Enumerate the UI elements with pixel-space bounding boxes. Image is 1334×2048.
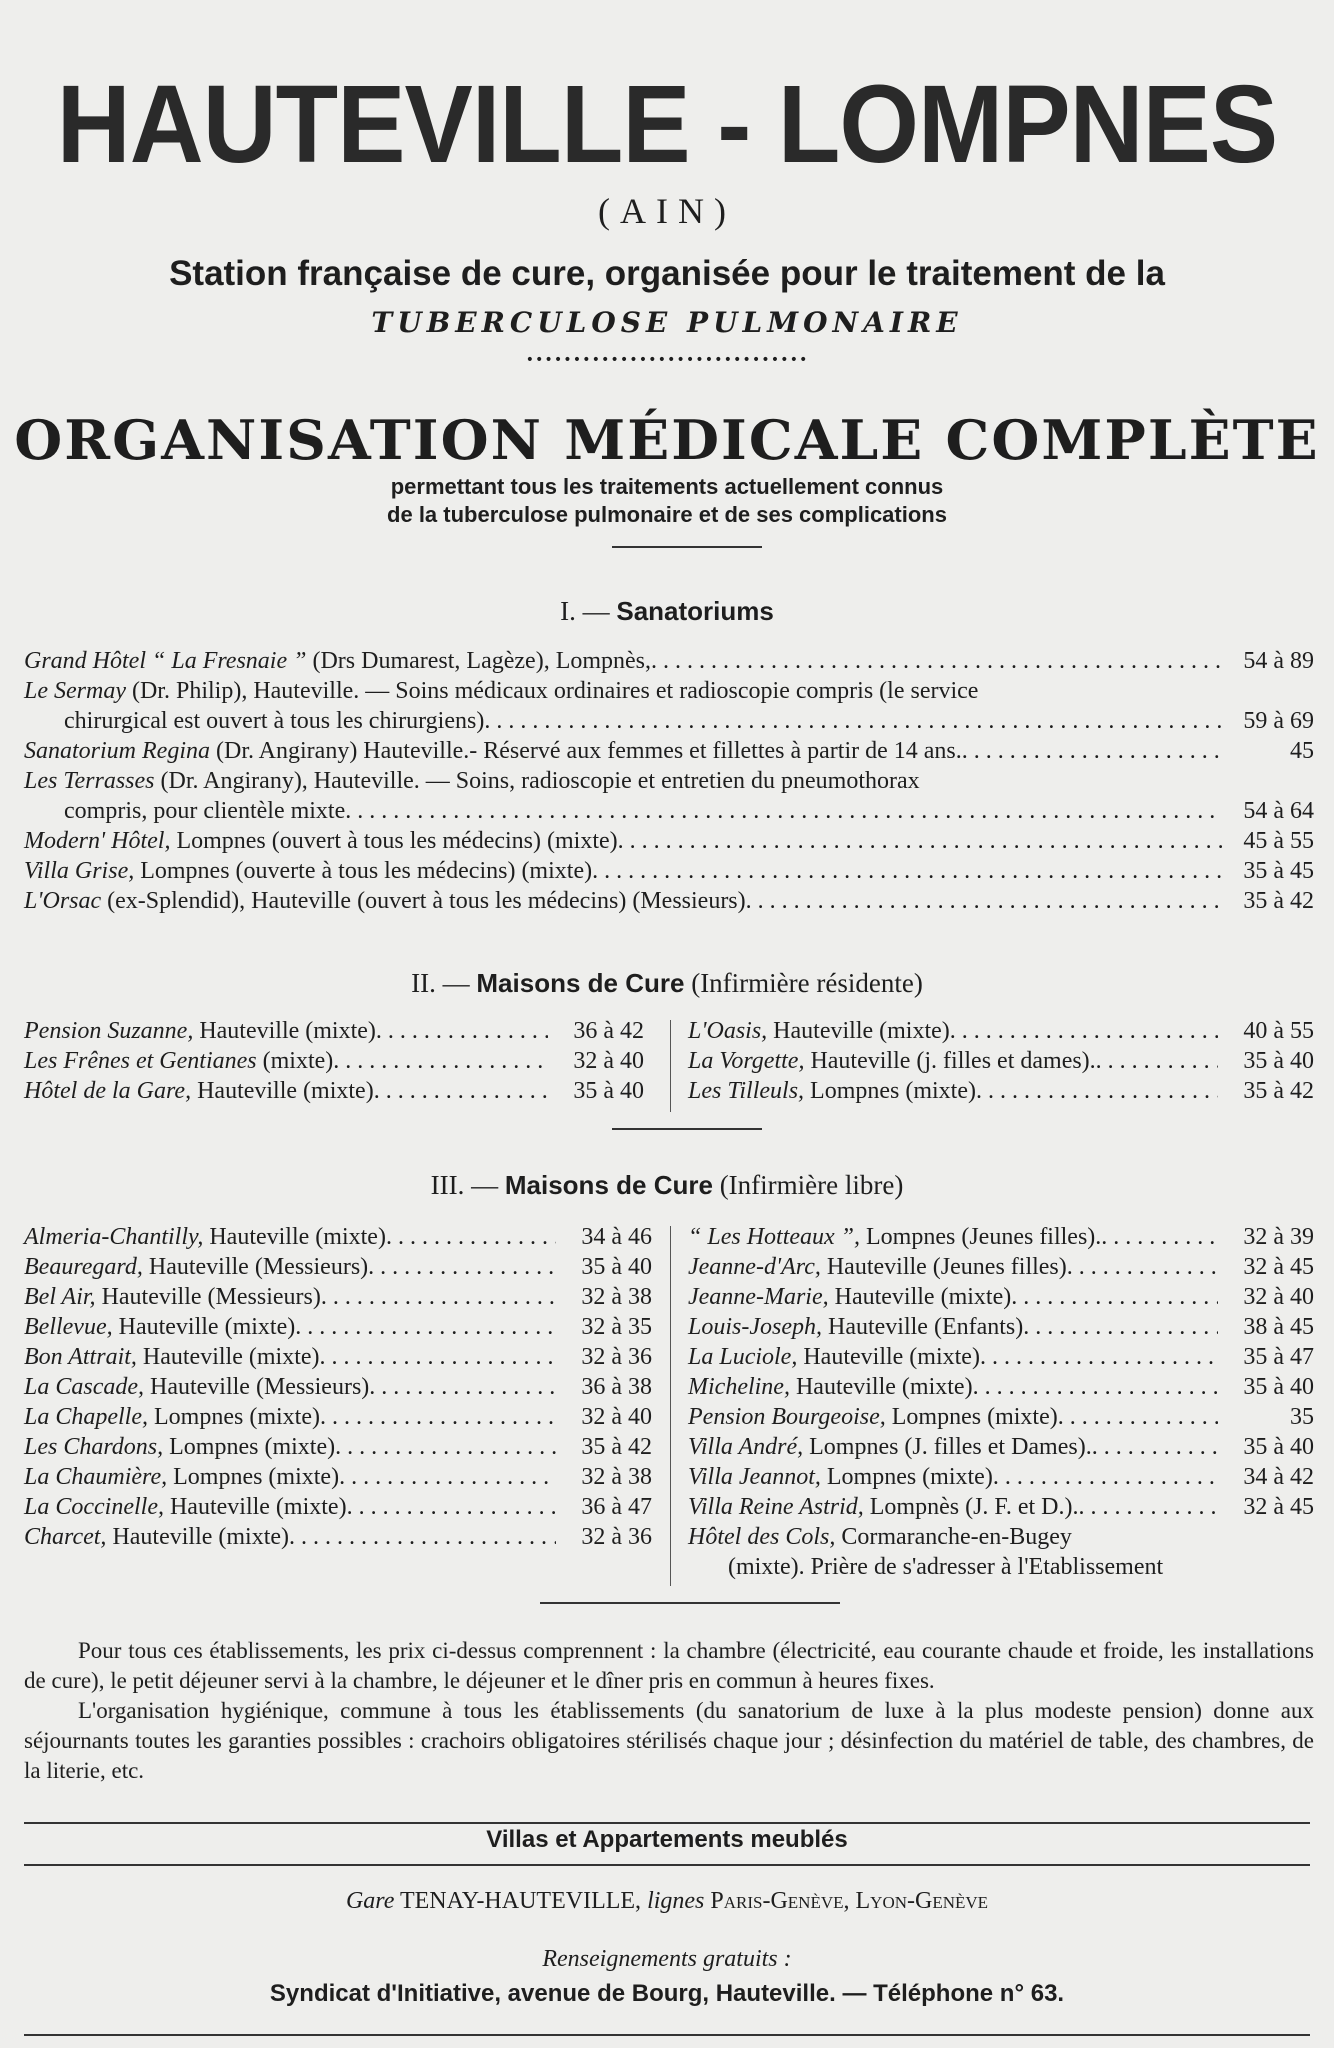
- entry-price: 35 à 42: [581, 1434, 652, 1460]
- entry-text: [24, 766, 920, 796]
- list-item: [688, 1222, 1314, 1252]
- renseignements-line: Renseignements gratuits :: [542, 1946, 792, 1972]
- entry-text: [24, 706, 484, 736]
- entry-text: [688, 1372, 973, 1402]
- list-item: [24, 676, 1314, 706]
- entry-text: [24, 736, 962, 766]
- entry-price: 34 à 46: [581, 1224, 652, 1250]
- entry-text: [24, 646, 651, 676]
- entry-name: Villa Jeannot,: [688, 1464, 821, 1490]
- entry-text: [24, 1282, 321, 1312]
- entry-detail: Hauteville (mixte): [767, 1018, 950, 1044]
- dot-leader: [368, 1252, 556, 1282]
- dot-leader: [1067, 1252, 1218, 1282]
- entry-detail: Hauteville (mixte): [828, 1284, 1012, 1310]
- entry-price: 32 à 40: [581, 1404, 652, 1430]
- entry-price: 35: [1290, 1404, 1314, 1430]
- entry-detail: (Dr. Philip), Hauteville. — Soins médicaux ordinaires et radioscopie compris (le service: [125, 678, 979, 704]
- dot-leader: [295, 1312, 556, 1342]
- entry-name: Micheline,: [688, 1374, 790, 1400]
- entry-detail: Hauteville (Messieurs): [144, 1374, 370, 1400]
- disease-heading: TUBERCULOSE PULMONAIRE: [371, 306, 963, 339]
- entry-name: Les Terrasses: [24, 768, 155, 794]
- list-item: [24, 1046, 644, 1076]
- entry-price: 32 à 36: [581, 1344, 652, 1370]
- entry-name: Beauregard,: [24, 1254, 143, 1280]
- entry-detail: Hauteville (mixte): [106, 1524, 290, 1550]
- entry-price: 32 à 45: [1243, 1494, 1314, 1520]
- entry-text: [24, 826, 618, 856]
- station-line: Station française de cure, organisée pour le traitement de la: [169, 254, 1165, 293]
- entry-name: Almeria-Chantilly,: [24, 1224, 204, 1250]
- entry-text: [24, 676, 978, 706]
- entry-detail: Lompnes (mixte): [820, 1464, 993, 1490]
- syndicat-line: Syndicat d'Initiative, avenue de Bourg, Hauteville. — Téléphone n° 63.: [269, 1980, 1065, 2007]
- entry-name: Hôtel de la Gare,: [24, 1078, 192, 1104]
- dot-leader: [289, 1522, 556, 1552]
- entry-name: Les Chardons,: [24, 1434, 164, 1460]
- entry-price: 59 à 69: [1243, 708, 1314, 734]
- entry-detail: Hauteville (mixte): [203, 1224, 386, 1250]
- entry-name: La Vorgette,: [688, 1048, 805, 1074]
- entry-price: 45 à 55: [1243, 828, 1314, 854]
- entry-detail: Lompnes (ouverte à tous les médecins) (mixte): [134, 858, 593, 884]
- maisons-residente-right-column: [688, 1016, 1314, 1106]
- entry-text: [688, 1462, 993, 1492]
- entry-name: Bellevue,: [24, 1314, 113, 1340]
- dot-leader: [1096, 1046, 1218, 1076]
- entry-price: 32 à 38: [581, 1464, 652, 1490]
- section-note: (Infirmière résidente): [691, 968, 923, 998]
- maisons-libre-left-column: [24, 1222, 652, 1552]
- entry-detail: Hauteville (Jeunes filles): [820, 1254, 1067, 1280]
- divider: [612, 1128, 762, 1130]
- entry-text: [688, 1312, 1023, 1342]
- entry-text: [24, 1522, 289, 1552]
- organisation-heading: ORGANISATION MÉDICALE COMPLÈTE: [14, 408, 1320, 472]
- list-item: [24, 1402, 652, 1432]
- dot-leader: [369, 1372, 556, 1402]
- entry-price: 32 à 35: [581, 1314, 652, 1340]
- entry-text: [688, 1282, 1011, 1312]
- dot-leader: [339, 1462, 556, 1492]
- gare-line: [0, 1888, 1334, 1915]
- entry-price: 32 à 38: [581, 1284, 652, 1310]
- dot-leader: [335, 1432, 556, 1462]
- entry-detail: Hauteville (Messieurs): [95, 1284, 321, 1310]
- entry-price: 35 à 42: [1243, 1078, 1314, 1104]
- entry-name: Les Frênes et Gentianes: [24, 1048, 257, 1074]
- dot-leader: [376, 1016, 548, 1046]
- entry-detail: Hauteville (mixte): [136, 1344, 320, 1370]
- entry-name: L'Orsac: [24, 888, 102, 914]
- entry-name: La Chaumière,: [24, 1464, 168, 1490]
- gare-lines: Paris-Genève, Lyon-Genève: [710, 1888, 989, 1914]
- column-divider: [670, 1226, 671, 1586]
- entry-detail: Hauteville (mixte): [797, 1344, 980, 1370]
- dot-leader: [950, 1016, 1218, 1046]
- entry-name: Louis-Joseph,: [688, 1314, 822, 1340]
- entry-text: [24, 1252, 368, 1282]
- entry-detail: (Dr. Angirany) Hauteville.- Réservé aux femmes et fillettes à partir de 14 ans.: [210, 738, 962, 764]
- list-item: [688, 1312, 1314, 1342]
- entry-detail: Lompnes (mixte): [148, 1404, 320, 1430]
- dot-leader: [618, 826, 1222, 856]
- villas-line: Villas et Appartements meublés: [486, 1826, 848, 1853]
- entry-name: La Luciole,: [688, 1344, 798, 1370]
- entry-detail: Lompnes (Jeunes filles).: [860, 1224, 1102, 1250]
- gare-lignes: lignes: [647, 1888, 705, 1914]
- entry-price: 36 à 47: [581, 1494, 652, 1520]
- entry-detail: (Dr. Angirany), Hauteville. — Soins, radioscopie et entretien du pneumothorax: [154, 768, 920, 794]
- entry-price: 32 à 39: [1243, 1224, 1314, 1250]
- entry-detail: Hauteville (Enfants): [822, 1314, 1024, 1340]
- section-heading-maisons-residente: [0, 968, 1334, 999]
- entry-text: [688, 1522, 1072, 1552]
- gare-prefix: Gare: [345, 1888, 395, 1914]
- list-item: [688, 1552, 1314, 1582]
- dot-leader: [962, 736, 1222, 766]
- dot-leader: [1023, 1312, 1218, 1342]
- entry-detail: (ex-Splendid), Hauteville (ouvert à tous les médecins) (Messieurs): [101, 888, 746, 914]
- intro-line-2: de la tuberculose pulmonaire et de ses complications: [387, 502, 947, 527]
- list-item: [24, 856, 1314, 886]
- section-title: Maisons de Cure: [504, 1170, 713, 1200]
- entry-price: 32 à 40: [1243, 1284, 1314, 1310]
- section-heading-sanatoriums: [0, 596, 1334, 627]
- dot-leader: [993, 1462, 1218, 1492]
- dot-leader: [347, 1492, 556, 1522]
- list-item: [24, 1076, 644, 1106]
- entry-name: Hôtel des Cols,: [688, 1524, 836, 1550]
- entry-text: [24, 1312, 295, 1342]
- entry-detail: Hauteville (mixte): [789, 1374, 973, 1400]
- entry-name: Pension Suzanne,: [24, 1018, 194, 1044]
- maisons-libre-right-column: [688, 1222, 1314, 1582]
- entry-text: [688, 1492, 1079, 1522]
- dot-leader: [386, 1222, 556, 1252]
- entry-detail: Lompnes (mixte): [167, 1464, 340, 1490]
- column-divider: [670, 1020, 671, 1112]
- entry-name: Villa Reine Astrid,: [688, 1494, 864, 1520]
- list-item: [688, 1492, 1314, 1522]
- dot-leader: [592, 856, 1222, 886]
- list-item: [688, 1282, 1314, 1312]
- entry-detail: Lompnes (ouvert à tous les médecins) (mixte): [170, 828, 618, 854]
- dot-leader: [1092, 1432, 1218, 1462]
- entry-detail: chirurgical est ouvert à tous les chirurgiens): [64, 708, 485, 734]
- entry-text: [24, 1432, 335, 1462]
- list-item: [24, 1016, 644, 1046]
- entry-name: Villa Grise,: [24, 858, 135, 884]
- entry-text: [688, 1342, 980, 1372]
- entry-text: [24, 886, 746, 916]
- paragraph: Pour tous ces établissements, les prix ci-dessus comprennent : la chambre (électricité, eau courante chaude et froide, les installations de cure), le petit déjeuner servi à la chambre, le déjeuner et le dîner pris en commun à heures fixes.: [24, 1638, 1314, 1693]
- entry-text: [688, 1046, 1096, 1076]
- entry-price: 54 à 64: [1243, 798, 1314, 824]
- entry-text: [24, 796, 345, 826]
- entry-detail: Hauteville (mixte): [112, 1314, 296, 1340]
- entry-detail: Hauteville (Messieurs): [142, 1254, 369, 1280]
- entry-text: [24, 1046, 333, 1076]
- entry-price: [1218, 1522, 1314, 1552]
- dot-leader: [1058, 1402, 1218, 1432]
- page-subtitle: (AIN): [598, 191, 736, 231]
- list-item: [24, 1372, 652, 1402]
- entry-price: 35 à 40: [573, 1078, 644, 1104]
- dot-leader: [1079, 1492, 1219, 1522]
- divider: [540, 1602, 840, 1604]
- list-item: [688, 1252, 1314, 1282]
- conditions-text: [24, 1636, 1314, 1786]
- dot-leader: [1011, 1282, 1218, 1312]
- page-title: HAUTEVILLE - LOMPNES: [56, 63, 1278, 186]
- entry-price: 54 à 89: [1243, 648, 1314, 674]
- entry-price: 35 à 40: [1243, 1374, 1314, 1400]
- entry-detail: Lompnes (mixte): [163, 1434, 336, 1460]
- entry-name: Grand Hôtel “ La Fresnaie ”: [24, 648, 307, 674]
- entry-name: Bon Attrait,: [24, 1344, 137, 1370]
- entry-text: [24, 1016, 376, 1046]
- entry-detail: Hauteville (mixte): [163, 1494, 347, 1520]
- entry-price: 32 à 45: [1243, 1254, 1314, 1280]
- entry-price: 35 à 40: [1243, 1434, 1314, 1460]
- list-item: [688, 1402, 1314, 1432]
- list-item: [24, 766, 1314, 796]
- list-item: [24, 1432, 652, 1462]
- entry-name: Villa André,: [688, 1434, 804, 1460]
- entry-text: [688, 1252, 1067, 1282]
- list-item: [24, 1342, 652, 1372]
- list-item: [688, 1432, 1314, 1462]
- list-item: [688, 1076, 1314, 1106]
- divider: [24, 1864, 1310, 1866]
- section-number: II. —: [411, 968, 470, 998]
- list-item: [24, 736, 1314, 766]
- list-item: [688, 1046, 1314, 1076]
- entry-text: [24, 1372, 369, 1402]
- section-title: Maisons de Cure: [476, 968, 685, 998]
- list-item: [24, 1312, 652, 1342]
- entry-price: 35 à 45: [1243, 858, 1314, 884]
- dot-leader: [484, 706, 1222, 736]
- entry-price: 35 à 47: [1243, 1344, 1314, 1370]
- dot-leader: [320, 1342, 556, 1372]
- entry-text: [688, 1552, 1163, 1582]
- entry-detail: Hauteville (mixte): [193, 1018, 376, 1044]
- dot-leader: [333, 1046, 548, 1076]
- entry-name: Sanatorium Regina: [24, 738, 210, 764]
- list-item: [24, 886, 1314, 916]
- divider: [24, 1822, 1310, 1824]
- list-item: [24, 1522, 652, 1552]
- entry-text: [24, 1222, 386, 1252]
- entry-price: 36 à 42: [573, 1018, 644, 1044]
- entry-text: [24, 1462, 339, 1492]
- entry-price: 40 à 55: [1243, 1018, 1314, 1044]
- entry-price: 35 à 40: [581, 1254, 652, 1280]
- list-item: [688, 1016, 1314, 1046]
- list-item: [24, 1492, 652, 1522]
- entry-name: Modern' Hôtel,: [24, 828, 171, 854]
- entry-price: 32 à 36: [581, 1524, 652, 1550]
- entry-text: [688, 1432, 1092, 1462]
- entry-name: Le Sermay: [24, 678, 126, 704]
- entry-name: Charcet,: [24, 1524, 107, 1550]
- entry-name: Jeanne-Marie,: [688, 1284, 829, 1310]
- entry-detail: Lompnes (J. filles et Dames).: [803, 1434, 1092, 1460]
- dot-leader: [374, 1076, 548, 1106]
- list-item: [24, 1462, 652, 1492]
- entry-name: La Chapelle,: [24, 1404, 148, 1430]
- list-item: [24, 706, 1314, 736]
- entry-text: [688, 1076, 976, 1106]
- dot-leader: [321, 1282, 556, 1312]
- list-item: [688, 1342, 1314, 1372]
- organisation-intro: [0, 473, 1334, 529]
- list-item: [688, 1372, 1314, 1402]
- list-item: [24, 826, 1314, 856]
- list-item: [24, 646, 1314, 676]
- gare-name: TENAY-HAUTEVILLE,: [399, 1888, 642, 1914]
- list-item: [24, 796, 1314, 826]
- section-note: (Infirmière libre): [719, 1170, 904, 1200]
- entry-detail: compris, pour clientèle mixte: [64, 798, 346, 824]
- entry-price: 35 à 40: [1243, 1048, 1314, 1074]
- entry-detail: Lompnes (mixte): [804, 1078, 976, 1104]
- entry-name: Jeanne-d'Arc,: [688, 1254, 821, 1280]
- entry-text: [688, 1016, 950, 1046]
- entry-price: 34 à 42: [1243, 1464, 1314, 1490]
- entry-text: [24, 1492, 347, 1522]
- section-heading-maisons-libre: [0, 1170, 1334, 1201]
- dot-leader: [345, 796, 1222, 826]
- entry-price: [1222, 676, 1314, 706]
- entry-name: Les Tilleuls,: [688, 1078, 805, 1104]
- entry-name: La Coccinelle,: [24, 1494, 164, 1520]
- entry-price: [1222, 766, 1314, 796]
- section-title: Sanatoriums: [616, 596, 774, 626]
- bottom-rule: [24, 2034, 1310, 2036]
- entry-price: [1218, 1552, 1314, 1582]
- divider: [612, 546, 762, 548]
- dot-leader: [976, 1076, 1218, 1106]
- dot-leader: [320, 1402, 556, 1432]
- entry-price: 45: [1290, 738, 1314, 764]
- dot-leader: [651, 646, 1222, 676]
- entry-detail: Hauteville (j. filles et dames).: [804, 1048, 1096, 1074]
- section-number: III. —: [430, 1170, 499, 1200]
- entry-detail: Cormaranche-en-Bugey: [835, 1524, 1072, 1550]
- entry-name: L'Oasis,: [688, 1018, 768, 1044]
- entry-detail: (Drs Dumarest, Lagèze), Lompnès,: [306, 648, 652, 674]
- dot-leader: [980, 1342, 1218, 1372]
- list-item: [24, 1282, 652, 1312]
- entry-price: 38 à 45: [1243, 1314, 1314, 1340]
- entry-price: 32 à 40: [573, 1048, 644, 1074]
- section-number: I. —: [560, 596, 610, 626]
- entry-name: “ Les Hotteaux ”,: [688, 1224, 861, 1250]
- entry-name: Bel Air,: [24, 1284, 96, 1310]
- maisons-residente-left-column: [24, 1016, 644, 1106]
- entry-text: [24, 1342, 320, 1372]
- list-item: [24, 1222, 652, 1252]
- list-item: [24, 1252, 652, 1282]
- entry-detail: Lompnès (J. F. et D.).: [863, 1494, 1079, 1520]
- entry-detail: Hauteville (mixte): [191, 1078, 374, 1104]
- entry-detail: (mixte). Prière de s'adresser à l'Etablissement: [728, 1554, 1164, 1580]
- entry-price: 35 à 42: [1243, 888, 1314, 914]
- dot-leader: [746, 886, 1222, 916]
- entry-text: [688, 1402, 1058, 1432]
- entry-text: [24, 856, 592, 886]
- entry-text: [24, 1076, 374, 1106]
- entry-name: Pension Bourgeoise,: [688, 1404, 886, 1430]
- entry-price: 36 à 38: [581, 1374, 652, 1400]
- entry-name: La Cascade,: [24, 1374, 144, 1400]
- dotted-separator: ••••••••••••••••••••••••••••••: [525, 352, 809, 368]
- paragraph: L'organisation hygiénique, commune à tous les établissements (du sanatorium de luxe à la plus modeste pension) donne aux séjournants toutes les garanties possibles : crachoirs obligatoires stérilisés chaque jour ; désinfection du matériel de table, des chambres, de la literie, etc.: [24, 1698, 1314, 1783]
- entry-detail: (mixte): [256, 1048, 334, 1074]
- dot-leader: [973, 1372, 1218, 1402]
- entry-text: [688, 1222, 1101, 1252]
- list-item: [688, 1462, 1314, 1492]
- entry-detail: Lompnes (mixte): [885, 1404, 1058, 1430]
- intro-line-1: permettant tous les traitements actuellement connus: [390, 474, 944, 499]
- list-item: [688, 1522, 1314, 1552]
- entry-text: [24, 1402, 320, 1432]
- dot-leader: [1101, 1222, 1218, 1252]
